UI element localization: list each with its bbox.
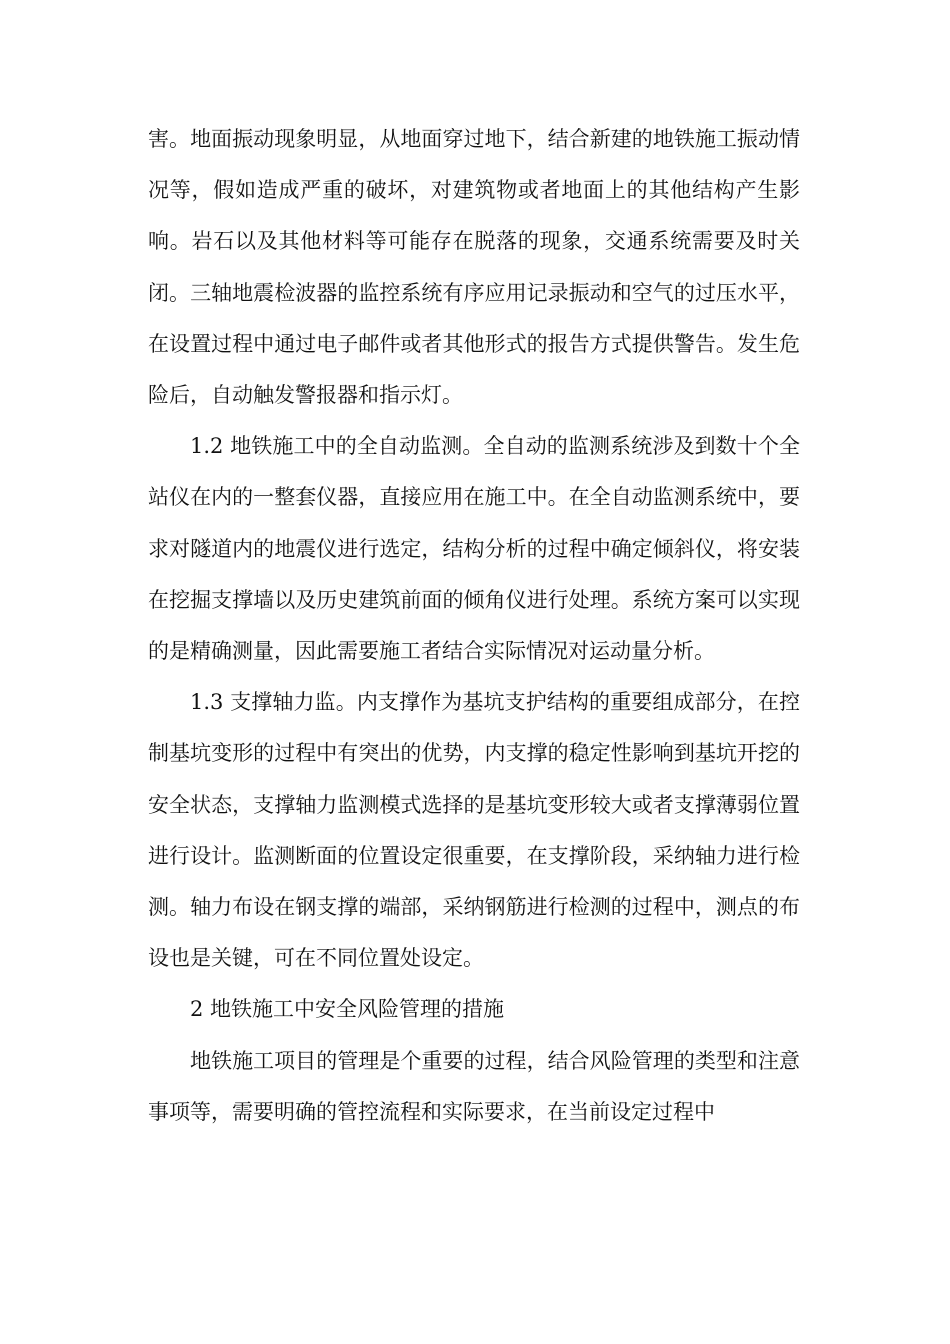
paragraph-section-2-intro: 地铁施工项目的管理是个重要的过程，结合风险管理的类型和注意事项等，需要明确的管控流程和实际要求，在当前设定过程中 [148,1048,800,1124]
paragraph-section-1-2: 1.2 地铁施工中的全自动监测。全自动的监测系统涉及到数十个全站仪在内的一整套仪器，直接应用在施工中。在全自动监测系统中，要求对隧道内的地震仪进行选定，结构分析的过程中确定倾斜仪，将安装在挖掘支撑墙以及历史建筑前面的倾角仪进行处理。系统方案可以实现的是精确测量，因此需要施工者结合实际情况对运动量分析。 [148,434,800,664]
paragraph-section-1-3: 1.3 支撑轴力监。内支撑作为基坑支护结构的重要组成部分，在控制基坑变形的过程中有突出的优势，内支撑的稳定性影响到基坑开挖的安全状态，支撑轴力监测模式选择的是基坑变形较大或者支撑薄弱位置进行设计。监测断面的位置设定很重要，在支撑阶段，采纳轴力进行检测。轴力布设在钢支撑的端部，采纳钢筋进行检测的过程中，测点的布设也是关键，可在不同位置处设定。 [148,690,800,971]
paragraph-continuation: 害。地面振动现象明显，从地面穿过地下，结合新建的地铁施工振动情况等，假如造成严重的破坏，对建筑物或者地面上的其他结构产生影响。岩石以及其他材料等可能存在脱落的现象，交通系统需要及时关闭。三轴地震检波器的监控系统有序应用记录振动和空气的过压水平，在设置过程中通过电子邮件或者其他形式的报告方式提供警告。发生危险后，自动触发警报器和指示灯。 [148,127,800,408]
section-heading-2: 2 地铁施工中安全风险管理的措施 [190,997,505,1022]
document-body [148,114,800,1138]
